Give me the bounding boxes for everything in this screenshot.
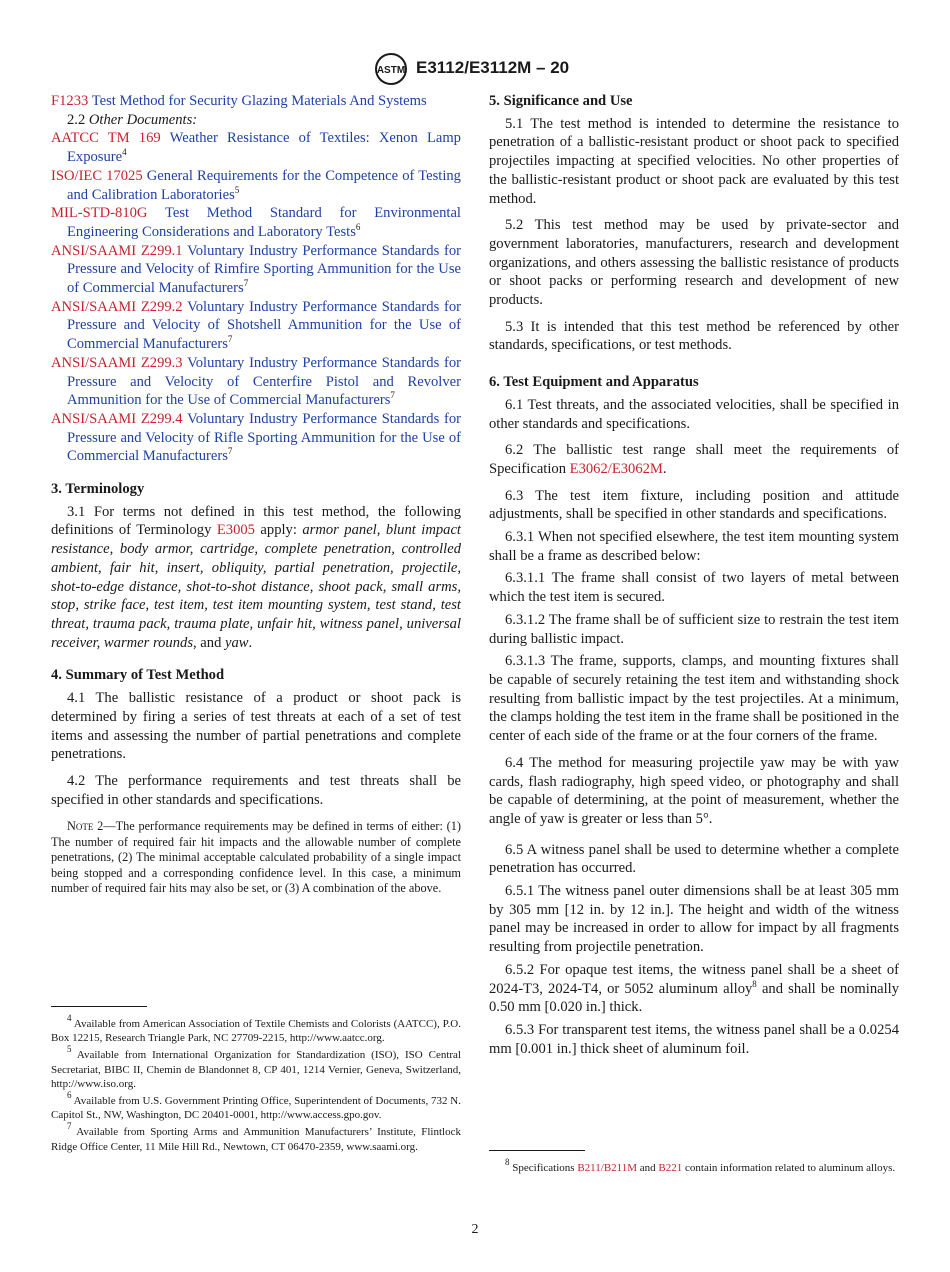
right-footnotes [489,1150,899,1175]
reference-saami-z299-2[interactable]: ANSI/SAAMI Z299.2 Voluntary Industry Performance Standards for Pressure and Velocity of Shotshell Ammunition for the Use of Commercial Manufacturers$^7$ [51,298,461,353]
paragraph-6-2: 6.2 The ballistic test range shall meet the requirements of Specification E3062/E3062M. [489,442,899,477]
page-number: 2 [471,1222,479,1237]
other-documents-heading: 2.2 Other Documents: [67,111,198,128]
document-designation: E3112/E3112M – 20 [416,58,570,77]
footnote-7: $^7$ Available from Sporting Arms and Ammunition Manufacturers’ Institute, Flintlock Ridge Office Center, 11 Mile Hill Rd., Newtown, CT 06470-2359, www.saami.org. [51,1121,461,1153]
right-column [489,92,899,1058]
paragraph-6-4: 6.4 The method for measuring projectile yaw may be with yaw cards, flash radiography, high speed video, or photography and shall be capable of determining, at the point of measurement, whether the angle of yaw is greater or less than 5°. [489,754,899,827]
paragraph-3-1: 3.1 For terms not defined in this test method, the following definitions of Terminology E3005 apply: armor panel, blunt impact resistance, body armor, cartridge, complete penetration, controlled ambient, fair hit, insert, obliquity, partial penetration, projectile, shot-to-edge distance, shot-to-shot distance, shoot pack, small arms, stop, strike face, test item, test item mounting system, test stand, test threat, trauma pack, trauma plate, unfair hit, witness panel, universal receiver, warmer rounds, and yaw. [51,503,461,651]
footnote-4: $^4$ Available from American Association of Textile Chemists and Colorists (AATCC), P.O. Box 12215, Research Triangle Park, NC 27709-2215, http://www.aatcc.org. [51,1013,461,1045]
paragraph-6-3-1-2: 6.3.1.2 The frame shall be of sufficient size to restrain the test item during ballistic impact. [489,611,899,647]
footnote-8: $^8$ Specifications B211/B211M and B221 contain information related to aluminum alloys. [505,1157,896,1174]
section-4-heading: 4. Summary of Test Method [51,667,225,684]
left-column [51,92,461,896]
paragraph-6-5-1: 6.5.1 The witness panel outer dimensions shall be at least 305 mm by 305 mm [12 in. by 12 in.]. The height and width of the witness panel may be increased in order to allow for impact by all fragments resulting from projectile penetration. [489,883,899,956]
paragraph-5-3: 5.3 It is intended that this test method be referenced by other standards, specifications, or test methods. [489,318,899,354]
paragraph-6-5-3: 6.5.3 For transparent test items, the witness panel shall be a 0.0254 mm [0.001 in.] thick sheet of aluminum foil. [489,1021,899,1057]
paragraph-6-3-1: 6.3.1 When not specified elsewhere, the test item mounting system shall be a frame as described below: [489,529,899,564]
section-6-heading: 6. Test Equipment and Apparatus [489,374,699,391]
link-b211[interactable]: B211/B211M [577,1162,638,1174]
footnote-rule-right [489,1150,585,1151]
link-e3062[interactable]: E3062/E3062M [569,460,663,477]
reference-saami-z299-4[interactable]: ANSI/SAAMI Z299.4 Voluntary Industry Performance Standards for Pressure and Velocity of Rifle Sporting Ammunition for the Use of Commercial Manufacturers$^7$ [51,410,461,465]
reference-saami-z299-3[interactable]: ANSI/SAAMI Z299.3 Voluntary Industry Performance Standards for Pressure and Velocity of Centerfire Pistol and Revolver Ammunition for the Use of Commercial Manufacturers$^7$ [51,354,461,409]
reference-f1233[interactable]: F1233 Test Method for Security Glazing Materials And Systems [51,93,427,109]
reference-mil-std[interactable]: MIL-STD-810G Test Method Standard for Environmental Engineering Considerations and Laboratory Tests$^6$ [51,205,461,240]
link-e3005[interactable]: E3005 [216,522,255,539]
section-5-heading: 5. Significance and Use [489,93,633,109]
footnote-6: $^6$ Available from U.S. Government Printing Office, Superintendent of Documents, 732 N. Capitol St., NW, Washington, DC 20401-0001, http://www.access.gpo.gov. [51,1090,461,1122]
reference-aatcc[interactable]: AATCC TM 169 Weather Resistance of Textiles: Xenon Lamp Exposure$^4$ [51,130,461,166]
paragraph-5-1: 5.1 The test method is intended to determine the resistance to penetration of a ballistic-resistant product or shoot pack to specified projectiles impacting at specified velocities. No other properties of the ballistic-resistant product or shoot pack are evaluated by this test method. [489,115,899,207]
footnote-5: $^5$ Available from International Organization for Standardization (ISO), ISO Central Secretariat, BIBC II, Chemin de Blandonnet 8, CP 401, 1214 Vernier, Geneva, Switzerland, http://www.iso.org. [51,1044,461,1090]
paragraph-4-2: 4.2 The performance requirements and test threats shall be specified in other standards and specifications. [51,772,461,808]
paragraph-5-2: 5.2 This test method may be used by private-sector and government laboratories, manufacturers, research and development organizations, and others assessing the ballistic resistance of products or shoot packs or performing research and development of new products. [489,217,899,309]
section-3-heading: 3. Terminology [51,481,145,498]
paragraph-6-5: 6.5 A witness panel shall be used to determine whether a complete penetration has occurred. [489,841,899,877]
paragraph-6-3-1-1: 6.3.1.1 The frame shall consist of two layers of metal between which the test item is secured. [489,570,899,606]
note-2: Note 2—The performance requirements may be defined in terms of either: (1) The number of required fair hit impacts and the allowable number of complete penetrations, (2) The minimal acceptable calculated probability of a single impact being stopped and a corresponding confidence level. In this case, a minimum number of required fair hits may also be set, or (3) A combination of the above. [51,819,461,895]
reference-saami-z299-1[interactable]: ANSI/SAAMI Z299.1 Voluntary Industry Performance Standards for Pressure and Velocity of Rimfire Sporting Ammunition for the Use of Commercial Manufacturers$^7$ [51,242,461,297]
left-footnotes [51,1006,461,1154]
astm-logo-icon [374,52,408,86]
paragraph-6-1: 6.1 Test threats, and the associated velocities, shall be specified in other standards and specifications. [489,396,899,432]
logo-text: ASTM [376,65,406,76]
paragraph-6-5-2: 6.5.2 For opaque test items, the witness panel shall be a sheet of 2024-T3, 2024-T4, or 5052 aluminum alloy$^8$ and shall be nominally 0.50 mm [0.020 in.] thick. [489,961,899,1016]
paragraph-4-1: 4.1 The ballistic resistance of a product or shoot pack is determined by firing a series of test threats at each of a set of test items and assessing the number of partial penetrations and complete penetrations. [51,690,461,763]
page-header [0,52,950,86]
paragraph-6-3-1-3: 6.3.1.3 The frame, supports, clamps, and mounting fixtures shall be capable of securely retaining the test item and withstanding shock resulting from ballistic impact by the test projectiles. At a minimum, the clamps holding the test item in the frame shall be positioned in the center of each side of the frame or at the four corners of the frame. [489,653,899,745]
reference-iso[interactable]: ISO/IEC 17025 General Requirements for the Competence of Testing and Calibration Laboratories$^5$ [51,167,461,203]
footnote-rule [51,1006,147,1007]
paragraph-6-3: 6.3 The test item fixture, including position and attitude adjustments, shall be specified in other standards and specifications. [489,487,899,523]
link-b221[interactable]: B221 [658,1162,683,1174]
